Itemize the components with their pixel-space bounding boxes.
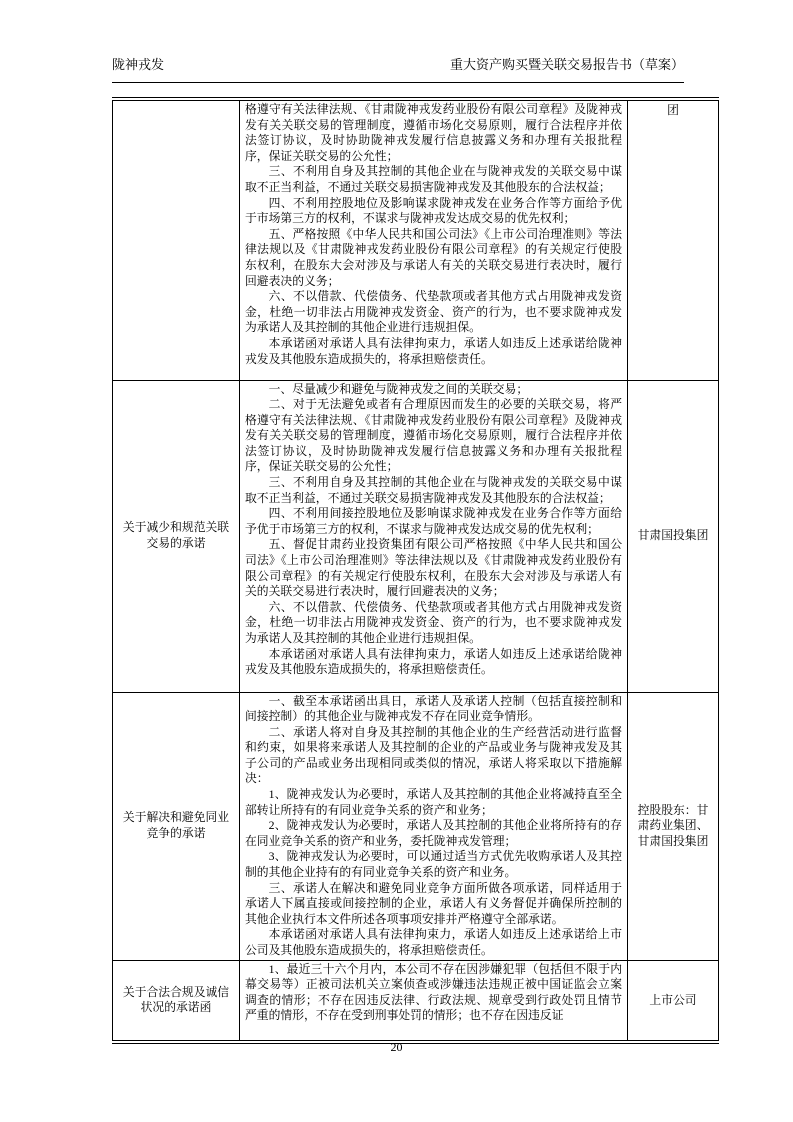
commitment-paragraph: 二、对于无法避免或者有合理原因而发生的必要的关联交易，将严格遵守有关法律法规、《甘肃陇神戎发药业股份有限公司章程》及陇神戎发有关关联交易的管理制度，遵循市场化交易原则，履行合法程序并依法签订协议，及时协助陇神戎发履行信息披露义务和办理有关报批程序，保证关联交易的公允性； xyxy=(245,397,622,474)
commitment-party-cell: 甘肃国投集团 xyxy=(628,380,719,692)
commitment-party-cell: 控股股东：甘肃药业集团、甘肃国投集团 xyxy=(628,692,719,960)
commitment-party-cell: 团 xyxy=(628,99,719,380)
commitment-content-cell xyxy=(240,960,628,1042)
commitment-paragraph: 格遵守有关法律法规、《甘肃陇神戎发药业股份有限公司章程》及陇神戎发有关关联交易的管理制度，遵循市场化交易原则，履行合法程序并依法签订协议，及时协助陇神戎发履行信息披露义务和办理有关报批程序，保证关联交易的公允性； xyxy=(245,102,622,163)
commitment-content-cell xyxy=(240,692,628,960)
table-row xyxy=(113,960,719,1042)
commitment-paragraph: 2、陇神戎发认为必要时，承诺人及其控制的其他企业将所持有的存在同业竞争关系的资产和业务，委托陇神戎发管理； xyxy=(245,818,622,848)
commitment-paragraph: 本承诺函对承诺人具有法律拘束力，承诺人如违反上述承诺给陇神戎发及其他股东造成损失的，将承担赔偿责任。 xyxy=(245,335,622,366)
header-report-title: 重大资产购买暨关联交易报告书（草案） xyxy=(449,57,684,72)
commitment-paragraph: 三、不利用自身及其控制的其他企业在与陇神戎发的关联交易中谋取不正当利益，不通过关联交易损害陇神戎发及其他股东的合法权益； xyxy=(245,164,622,194)
table-row xyxy=(113,692,719,960)
commitment-paragraph: 本承诺函对承诺人具有法律拘束力，承诺人如违反上述承诺给陇神戎发及其他股东造成损失的，将承担赔偿责任。 xyxy=(245,646,622,677)
commitment-party-cell: 上市公司 xyxy=(628,960,719,1042)
table-row xyxy=(113,99,719,380)
commitment-paragraph: 1、陇神戎发认为必要时，承诺人及其控制的其他企业将减持直至全部转让所持有的有同业竞争关系的资产和业务； xyxy=(245,787,622,817)
commitment-paragraph: 本承诺函对承诺人具有法律拘束力，承诺人如违反上述承诺给上市公司及其他股东造成损失的，将承担赔偿责任。 xyxy=(245,927,622,957)
page-number: 20 xyxy=(390,1040,403,1054)
commitment-paragraph: 1、最近三十六个月内，本公司不存在因涉嫌犯罪（包括但不限于内幕交易等）正被司法机关立案侦查或涉嫌违法违规正被中国证监会立案调查的情形；不存在因违反法律、行政法规、规章受到行政处罚且情节严重的情形，不存在受到刑事处罚的情形；也不存在因违反证 xyxy=(245,961,622,1023)
commitment-paragraph: 三、承诺人在解决和避免同业竞争方面所做各项承诺，同样适用于承诺人下属直接或间接控制的企业，承诺人有义务督促并确保所控制的其他企业执行本文件所述各项事项安排并严格遵守全部承诺。 xyxy=(245,880,622,926)
commitment-paragraph: 四、不利用控股地位及影响谋求陇神戎发在业务合作等方面给予优于市场第三方的权利，不谋求与陇神戎发达成交易的优先权利； xyxy=(245,195,622,226)
commitment-paragraph: 五、督促甘肃药业投资集团有限公司严格按照《中华人民共和国公司法》《上市公司治理准则》等法律法规以及《甘肃陇神戎发药业股份有限公司章程》的有关规定行使股东权利，在股东大会对涉及与承诺人有关的关联交易进行表决时，履行回避表决的义务； xyxy=(245,537,622,599)
commitment-paragraph: 二、承诺人将对自身及其控制的其他企业的生产经营活动进行监督和约束，如果将来承诺人及其控制的企业的产品或业务与陇神戎发及其子公司的产品或业务出现相同或类似的情况，承诺人将采取以下措施解决： xyxy=(245,724,622,786)
commitment-paragraph: 四、不利用间接控股地位及影响谋求陇神戎发在业务合作等方面给予优于市场第三方的权利，不谋求与陇神戎发达成交易的优先权利； xyxy=(245,506,622,536)
commitment-paragraph: 五、严格按照《中华人民共和国公司法》《上市公司治理准则》等法律法规以及《甘肃陇神戎发药业股份有限公司章程》的有关规定行使股东权利，在股东大会对涉及与承诺人有关的关联交易进行表决时，履行回避表决的义务； xyxy=(245,226,622,288)
commitment-content-cell xyxy=(240,99,628,380)
table-row xyxy=(113,380,719,692)
page-header xyxy=(112,54,684,83)
commitment-type-cell: 关于解决和避免同业竞争的承诺 xyxy=(113,692,240,960)
commitment-content-cell xyxy=(240,380,628,692)
header-short-title: 陇神戎发 xyxy=(112,57,165,72)
commitment-table xyxy=(112,97,719,1044)
commitment-paragraph: 六、不以借款、代偿债务、代垫款项或者其他方式占用陇神戎发资金，杜绝一切非法占用陇神戎发资金、资产的行为，也不要求陇神戎发为承诺人及其控制的其他企业进行违规担保。 xyxy=(245,599,622,645)
commitment-type-cell: 关于减少和规范关联交易的承诺 xyxy=(113,380,240,692)
commitment-paragraph: 六、不以借款、代偿债务、代垫款项或者其他方式占用陇神戎发资金，杜绝一切非法占用陇神戎发资金、资产的行为，也不要求陇神戎发为承诺人及其控制的其他企业进行违规担保。 xyxy=(245,289,622,335)
commitment-paragraph: 一、尽量减少和避免与陇神戎发之间的关联交易； xyxy=(268,381,529,396)
commitment-paragraph: 3、陇神戎发认为必要时，可以通过适当方式优先收购承诺人及其控制的其他企业持有的有同业竞争关系的资产和业务。 xyxy=(245,849,622,880)
commitment-type-cell: 关于合法合规及诚信状况的承诺函 xyxy=(113,960,240,1042)
commitment-paragraph: 一、截至本承诺函出具日，承诺人及承诺人控制（包括直接控制和间接控制）的其他企业与陇神戎发不存在同业竞争情形。 xyxy=(245,693,622,724)
commitment-type-cell xyxy=(113,99,240,380)
commitment-paragraph: 三、不利用自身及其控制的其他企业在与陇神戎发的关联交易中谋取不正当利益，不通过关联交易损害陇神戎发及其他股东的合法权益； xyxy=(245,475,622,505)
